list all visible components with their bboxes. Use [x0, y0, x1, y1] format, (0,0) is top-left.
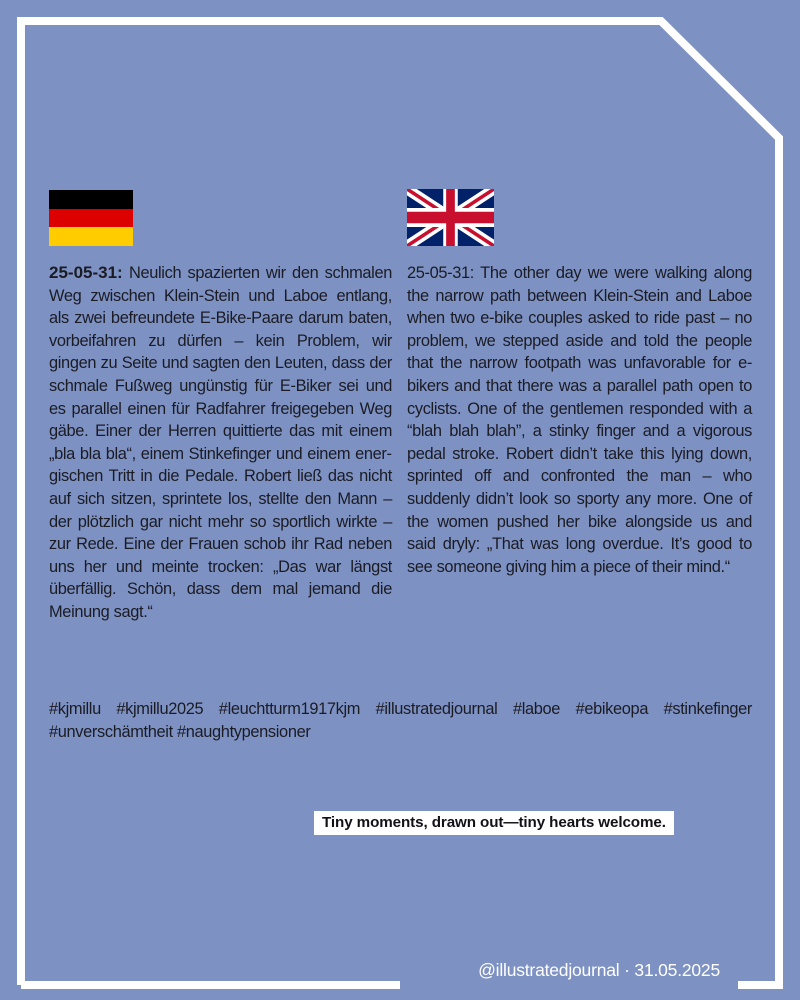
footer-credit: @illustratedjournal · 31.05.2025 — [478, 960, 720, 980]
german-flag-icon — [49, 190, 133, 246]
hashtags: #kjmillu #kjmillu2025 #leuchtturm1917kjm #illustratedjournal #laboe #ebikeopa #stinkefinger #unverschämtheit #naughtypensioner — [49, 700, 752, 741]
english-text-column — [407, 262, 752, 578]
german-body: Neulich spazierten wir den schmalen Weg zwischen Klein-Stein und Laboe entlang, als zwei befreundete E-Bike-Paare darum baten, vorbeifahren zu dürfen – kein Problem, wir gingen zu Seite und sagten den Leuten, dass der schmale Fußweg ungünstig für E-Biker sei und es parallel einen für Radfahrer freigegeben Weg gäbe. Einer der Herren quittierte das mit einem „bla bla bla“, einem Stinkefinger und einem energischen Tritt in die Pedale. Robert ließ das nicht auf sich sitzen, sprintete los, stellte den Mann – der plötzlich gar nicht mehr so sportlich wirkte – zur Rede. Eine der Frauen schob ihr Rad neben uns her und meinte trocken: „Das war längst überfällig. Schön, dass dem mal jemand die Meinung sagt.“ — [49, 264, 392, 621]
german-text-column — [49, 262, 392, 624]
tagline-label: Tiny moments, drawn out—tiny hearts welcome. — [314, 811, 674, 835]
english-body: 25-05-31: The other day we were walking along the narrow path between Klein-Stein and Laboe when two e-bike couples asked to ride past – no problem, we stepped aside and told the people that the narrow footpath was unfavorable for e-bikers and that there was a parallel path open to cyclists. One of the gentlemen responded with a “blah blah blah”, a stinky finger and a vigorous pedal stroke. Robert didn’t take this lying down, sprinted off and confronted the man – who suddenly didn’t look so sporty any more. One of the women pushed her bike alongside us and said dryly: „That was long overdue. It’s good to see someone giving him a piece of their mind.“ — [407, 264, 752, 576]
uk-flag-icon — [407, 189, 494, 246]
german-date: 25-05-31: — [49, 263, 123, 282]
